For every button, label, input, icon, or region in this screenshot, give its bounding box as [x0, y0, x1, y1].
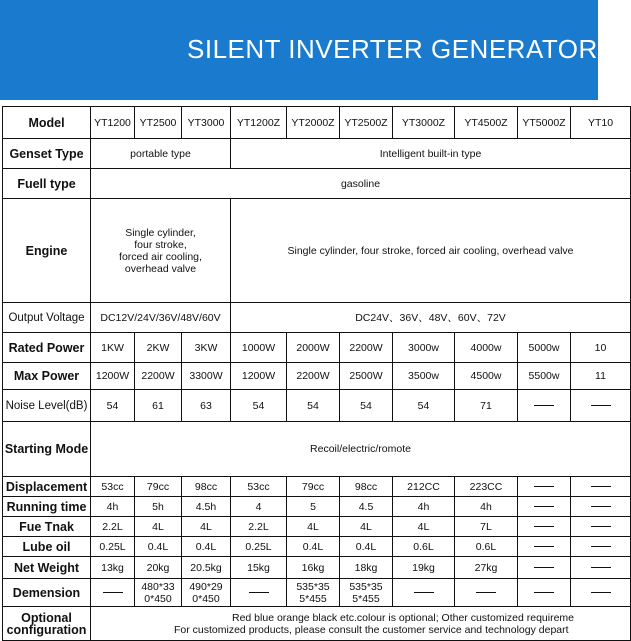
- fuel-tank-cell: 2.2L: [231, 517, 287, 537]
- dash-icon: [591, 592, 611, 593]
- max-power-cell: 2200W: [287, 363, 340, 390]
- fuel-tank-cell-empty: [518, 517, 571, 537]
- rated-power-cell: 3000w: [393, 333, 455, 363]
- net-weight-cell: 15kg: [231, 557, 287, 579]
- engine-portable-line: overhead valve: [124, 262, 197, 275]
- displacement-cell: 223CC: [455, 477, 518, 497]
- displacement-cell: 53cc: [91, 477, 135, 497]
- displacement-cell-empty: [571, 477, 631, 497]
- running-time-cell-empty: [518, 497, 571, 517]
- noise-cell: 54: [287, 390, 340, 422]
- dimension-cell: [182, 579, 231, 607]
- model-cell: YT1200Z: [231, 107, 287, 139]
- label-genset-type: Genset Type: [3, 139, 91, 169]
- label-max-power: Max Power: [3, 363, 91, 390]
- model-cell: YT2500: [135, 107, 182, 139]
- noise-cell: 71: [455, 390, 518, 422]
- max-power-cell: 1200W: [231, 363, 287, 390]
- rated-power-cell: 1KW: [91, 333, 135, 363]
- displacement-cell: 98cc: [182, 477, 231, 497]
- dimension-line: 5*455: [352, 592, 380, 605]
- rated-power-cell: 5000w: [518, 333, 571, 363]
- rated-power-cell: 10: [571, 333, 631, 363]
- net-weight-cell: 19kg: [393, 557, 455, 579]
- label-lube-oil: Lube oil: [3, 537, 91, 557]
- label-net-weight: Net Weight: [3, 557, 91, 579]
- label-optional-configuration: [3, 607, 91, 641]
- dimension-line: 480*33: [141, 580, 175, 593]
- row-fuel-type: [3, 169, 631, 199]
- row-running-time: [3, 497, 631, 517]
- displacement-cell: 98cc: [340, 477, 393, 497]
- dash-icon: [249, 592, 269, 593]
- dimension-cell-empty: [91, 579, 135, 607]
- row-fuel-tank: [3, 517, 631, 537]
- row-output-voltage: [3, 303, 631, 333]
- dimension-cell: [287, 579, 340, 607]
- fuel-tank-cell: 7L: [455, 517, 518, 537]
- row-lube-oil: [3, 537, 631, 557]
- displacement-cell: 212CC: [393, 477, 455, 497]
- max-power-cell: 4500w: [455, 363, 518, 390]
- lube-oil-cell: 0.25L: [231, 537, 287, 557]
- label-displacement: Displacement: [3, 477, 91, 497]
- label-running-time: Running time: [3, 497, 91, 517]
- dash-icon: [414, 592, 434, 593]
- displacement-cell-empty: [518, 477, 571, 497]
- model-cell: YT5000Z: [518, 107, 571, 139]
- rated-power-cell: 2000W: [287, 333, 340, 363]
- row-optional-configuration: [3, 607, 631, 641]
- dimension-line: 535*35: [349, 580, 383, 593]
- running-time-cell: 4.5: [340, 497, 393, 517]
- lube-oil-cell: 0.4L: [135, 537, 182, 557]
- fuel-tank-cell: 4L: [135, 517, 182, 537]
- engine-portable-line: four stroke,: [134, 238, 187, 251]
- label-output-voltage: Output Voltage: [3, 303, 91, 333]
- fuel-tank-cell: 4L: [340, 517, 393, 537]
- label-fuel-type: Fuell type: [3, 169, 91, 199]
- dimension-cell-empty: [518, 579, 571, 607]
- label-optional-line: Optional: [21, 610, 72, 625]
- label-starting-mode: Starting Mode: [3, 422, 91, 477]
- lube-oil-cell-empty: [571, 537, 631, 557]
- lube-oil-cell-empty: [518, 537, 571, 557]
- lube-oil-cell: 0.6L: [393, 537, 455, 557]
- dimension-cell-empty: [455, 579, 518, 607]
- dash-icon: [534, 546, 554, 547]
- dash-icon: [534, 567, 554, 568]
- dash-icon: [534, 405, 554, 406]
- max-power-cell: 2500W: [340, 363, 393, 390]
- displacement-cell: 53cc: [231, 477, 287, 497]
- dimension-line: 0*450: [192, 592, 220, 605]
- model-cell: YT2000Z: [287, 107, 340, 139]
- dimension-line: 0*450: [144, 592, 172, 605]
- row-starting-mode: [3, 422, 631, 477]
- max-power-cell: 3300W: [182, 363, 231, 390]
- dash-icon: [534, 592, 554, 593]
- dimension-cell: [135, 579, 182, 607]
- engine-intelligent: Single cylinder, four stroke, forced air cooling, overhead valve: [231, 199, 631, 303]
- net-weight-cell: 20.5kg: [182, 557, 231, 579]
- net-weight-cell: 18kg: [340, 557, 393, 579]
- running-time-cell: 5h: [135, 497, 182, 517]
- running-time-cell: 4h: [393, 497, 455, 517]
- dash-icon: [591, 405, 611, 406]
- model-cell: YT3000: [182, 107, 231, 139]
- running-time-cell: 4h: [91, 497, 135, 517]
- genset-intelligent: Intelligent built-in type: [231, 139, 631, 169]
- dash-icon: [534, 486, 554, 487]
- label-engine: Engine: [3, 199, 91, 303]
- noise-cell: 54: [91, 390, 135, 422]
- engine-portable-line: Single cylinder,: [125, 226, 196, 239]
- optional-line: For customized products, please consult the customer service and technology depart: [174, 623, 569, 636]
- noise-cell: 54: [340, 390, 393, 422]
- dash-icon: [591, 567, 611, 568]
- dimension-line: 5*455: [299, 592, 327, 605]
- label-noise-level: Noise Level(dB): [3, 390, 91, 422]
- noise-cell: 54: [393, 390, 455, 422]
- net-weight-cell-empty: [571, 557, 631, 579]
- dash-icon: [591, 526, 611, 527]
- noise-cell: 54: [231, 390, 287, 422]
- max-power-cell: 3500w: [393, 363, 455, 390]
- dimension-cell-empty: [231, 579, 287, 607]
- engine-portable-line: forced air cooling,: [119, 250, 202, 263]
- dash-icon: [476, 592, 496, 593]
- fuel-tank-cell: 2.2L: [91, 517, 135, 537]
- rated-power-cell: 3KW: [182, 333, 231, 363]
- genset-portable: portable type: [91, 139, 231, 169]
- model-cell: YT4500Z: [455, 107, 518, 139]
- fuel-tank-cell: 4L: [287, 517, 340, 537]
- running-time-cell: 4: [231, 497, 287, 517]
- net-weight-cell-empty: [518, 557, 571, 579]
- rated-power-cell: 1000W: [231, 333, 287, 363]
- row-genset-type: [3, 139, 631, 169]
- lube-oil-cell: 0.4L: [287, 537, 340, 557]
- model-cell: YT2500Z: [340, 107, 393, 139]
- max-power-cell: 1200W: [91, 363, 135, 390]
- label-rated-power: Rated Power: [3, 333, 91, 363]
- rated-power-cell: 2KW: [135, 333, 182, 363]
- running-time-cell: 4h: [455, 497, 518, 517]
- row-model: [3, 107, 631, 139]
- label-dimension: Demension: [3, 579, 91, 607]
- net-weight-cell: 20kg: [135, 557, 182, 579]
- starting-mode-value: Recoil/electric/romote: [91, 422, 631, 477]
- max-power-cell: 2200W: [135, 363, 182, 390]
- optional-line: Red blue orange black etc.colour is optional; Other customized requireme: [232, 611, 575, 624]
- label-fuel-tank: Fue Tnak: [3, 517, 91, 537]
- dash-icon: [103, 592, 123, 593]
- dash-icon: [591, 486, 611, 487]
- displacement-cell: 79cc: [287, 477, 340, 497]
- fuel-tank-cell: 4L: [393, 517, 455, 537]
- max-power-cell: 11: [571, 363, 631, 390]
- row-rated-power: [3, 333, 631, 363]
- engine-portable: [91, 199, 231, 303]
- fuel-tank-cell: 4L: [182, 517, 231, 537]
- rated-power-cell: 4000w: [455, 333, 518, 363]
- spec-table: [2, 106, 631, 641]
- dash-icon: [534, 526, 554, 527]
- dimension-cell-empty: [571, 579, 631, 607]
- net-weight-cell: 13kg: [91, 557, 135, 579]
- dash-icon: [591, 506, 611, 507]
- dash-icon: [591, 546, 611, 547]
- optional-value: [91, 607, 631, 641]
- noise-cell-empty: [571, 390, 631, 422]
- net-weight-cell: 27kg: [455, 557, 518, 579]
- row-net-weight: [3, 557, 631, 579]
- dimension-line: 535*35: [296, 580, 330, 593]
- running-time-cell: 4.5h: [182, 497, 231, 517]
- rated-power-cell: 2200W: [340, 333, 393, 363]
- row-max-power: [3, 363, 631, 390]
- lube-oil-cell: 0.4L: [182, 537, 231, 557]
- noise-cell-empty: [518, 390, 571, 422]
- row-engine: [3, 199, 631, 303]
- running-time-cell: 5: [287, 497, 340, 517]
- model-cell: YT3000Z: [393, 107, 455, 139]
- header-banner: [0, 0, 598, 100]
- noise-cell: 63: [182, 390, 231, 422]
- max-power-cell: 5500w: [518, 363, 571, 390]
- dimension-cell: [340, 579, 393, 607]
- noise-cell: 61: [135, 390, 182, 422]
- voltage-portable: DC12V/24V/36V/48V/60V: [91, 303, 231, 333]
- dimension-line: 490*29: [189, 580, 223, 593]
- lube-oil-cell: 0.6L: [455, 537, 518, 557]
- net-weight-cell: 16kg: [287, 557, 340, 579]
- running-time-cell-empty: [571, 497, 631, 517]
- banner-title: SILENT INVERTER GENERATOR: [187, 34, 598, 64]
- voltage-intelligent: DC24V、36V、48V、60V、72V: [231, 303, 631, 333]
- row-displacement: [3, 477, 631, 497]
- row-noise-level: [3, 390, 631, 422]
- model-cell: YT10: [571, 107, 631, 139]
- dimension-cell-empty: [393, 579, 455, 607]
- lube-oil-cell: 0.4L: [340, 537, 393, 557]
- row-dimension: [3, 579, 631, 607]
- displacement-cell: 79cc: [135, 477, 182, 497]
- label-model: Model: [3, 107, 91, 139]
- label-optional-line: configuration: [6, 622, 87, 637]
- fuel-value: gasoline: [91, 169, 631, 199]
- spec-table-container: [0, 104, 614, 637]
- fuel-tank-cell-empty: [571, 517, 631, 537]
- dash-icon: [534, 506, 554, 507]
- lube-oil-cell: 0.25L: [91, 537, 135, 557]
- model-cell: YT1200: [91, 107, 135, 139]
